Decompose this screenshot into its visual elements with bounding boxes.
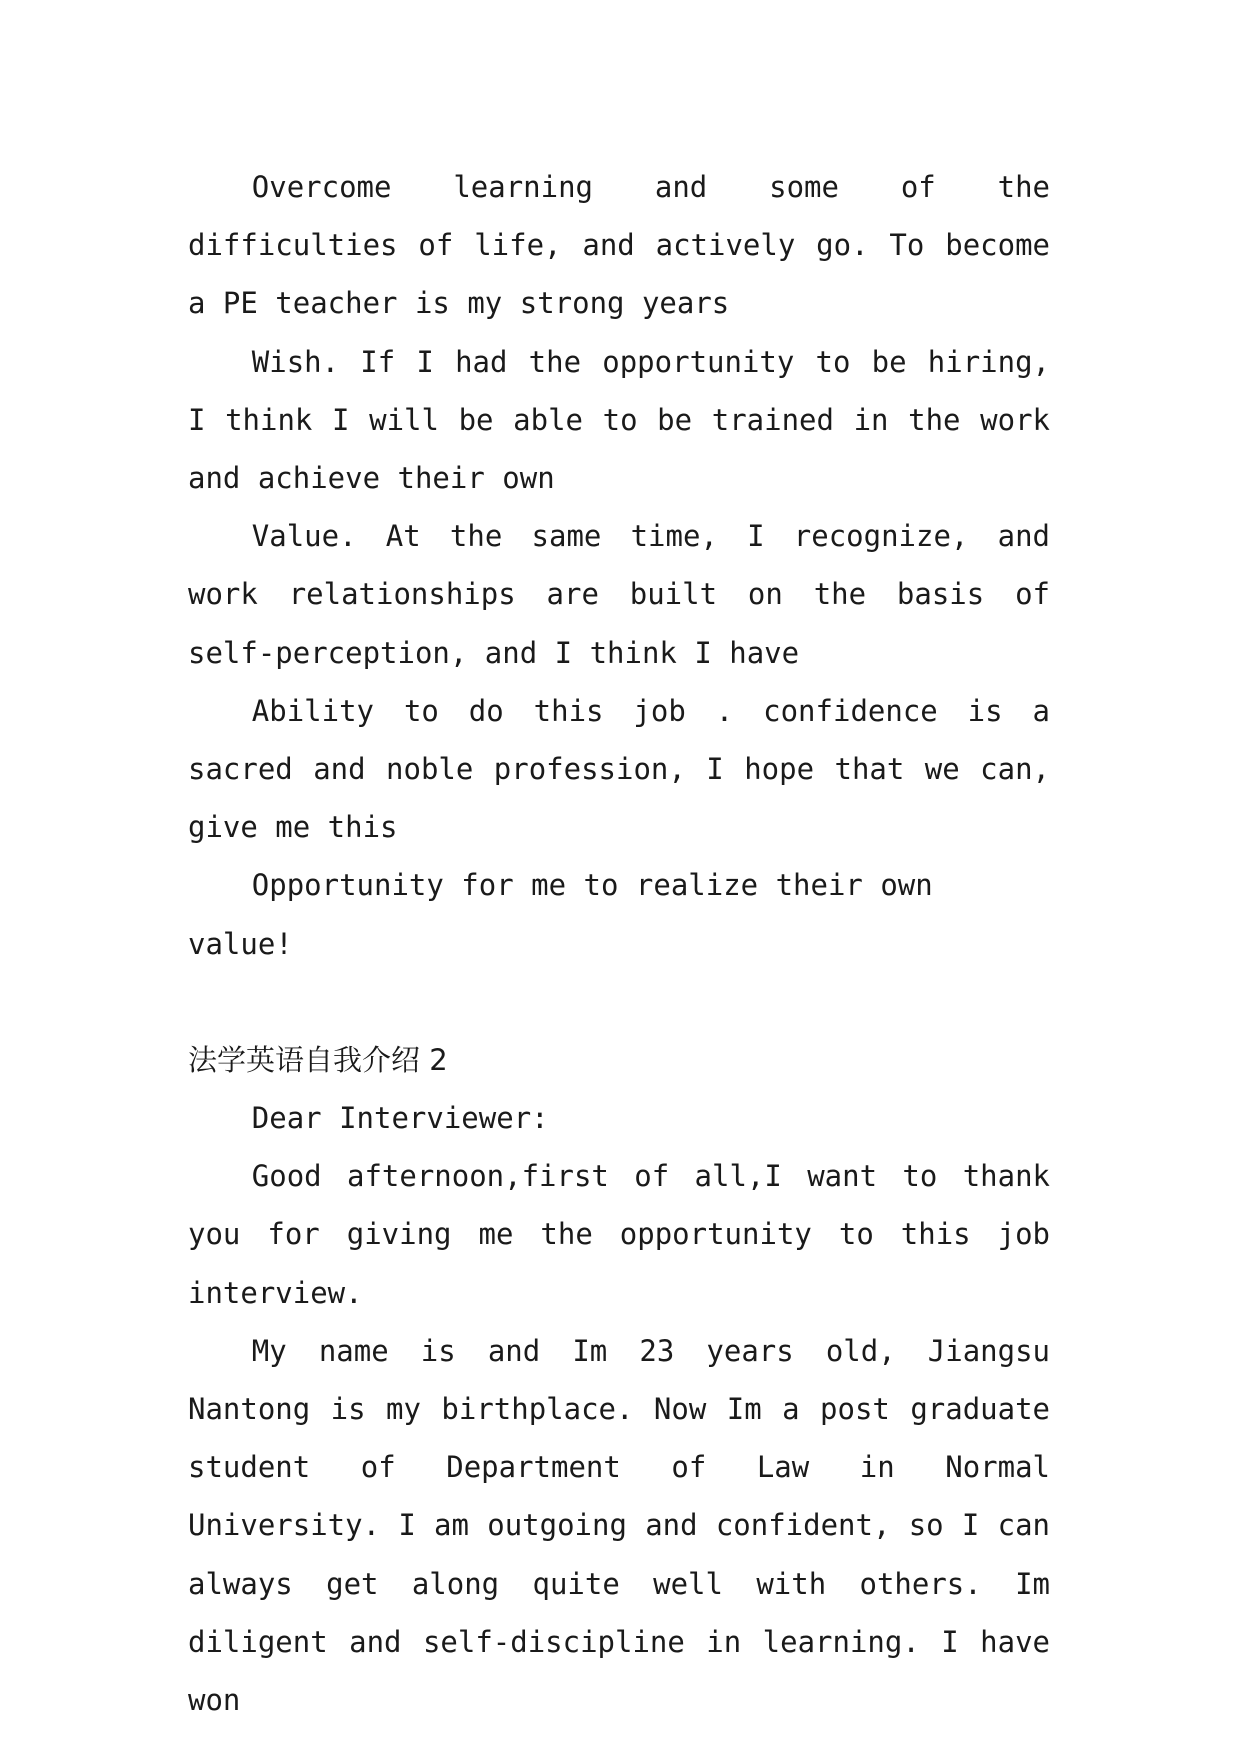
paragraph-7: My name is and Im 23 years old, Jiangsu Nantong is my birthplace. Now Im a post graduate student of Department of Law in Normal University. I am outgoing and confident, so I can always get along quite well with others. Im diligent and self-discipline in learning. I have won [188,1333,1050,1718]
paragraph-4: Ability to do this job . confidence is a sacred and noble profession, I hope that we can, give me this [188,693,1050,845]
document-page [188,158,1050,1729]
paragraph-5: Opportunity for me to realize their own value! [188,868,933,961]
paragraph-2: Wish. If I had the opportunity to be hiring, I think I will be able to be trained in the work and achieve their own [188,344,1050,496]
paragraph-1: Overcome learning and some of the difficulties of life, and actively go. To become a PE teacher is my strong years [188,170,1050,321]
paragraph-greeting: Dear Interviewer: [251,1101,549,1136]
section-heading: 法学英语自我介绍 2 [188,1042,448,1077]
paragraph-3: Value. At the same time, I recognize, and work relationships are built on the basis of self-perception, and I think I have [188,519,1050,670]
paragraph-6: Good afternoon,first of all,I want to thank you for giving me the opportunity to this job interview. [188,1159,1050,1310]
